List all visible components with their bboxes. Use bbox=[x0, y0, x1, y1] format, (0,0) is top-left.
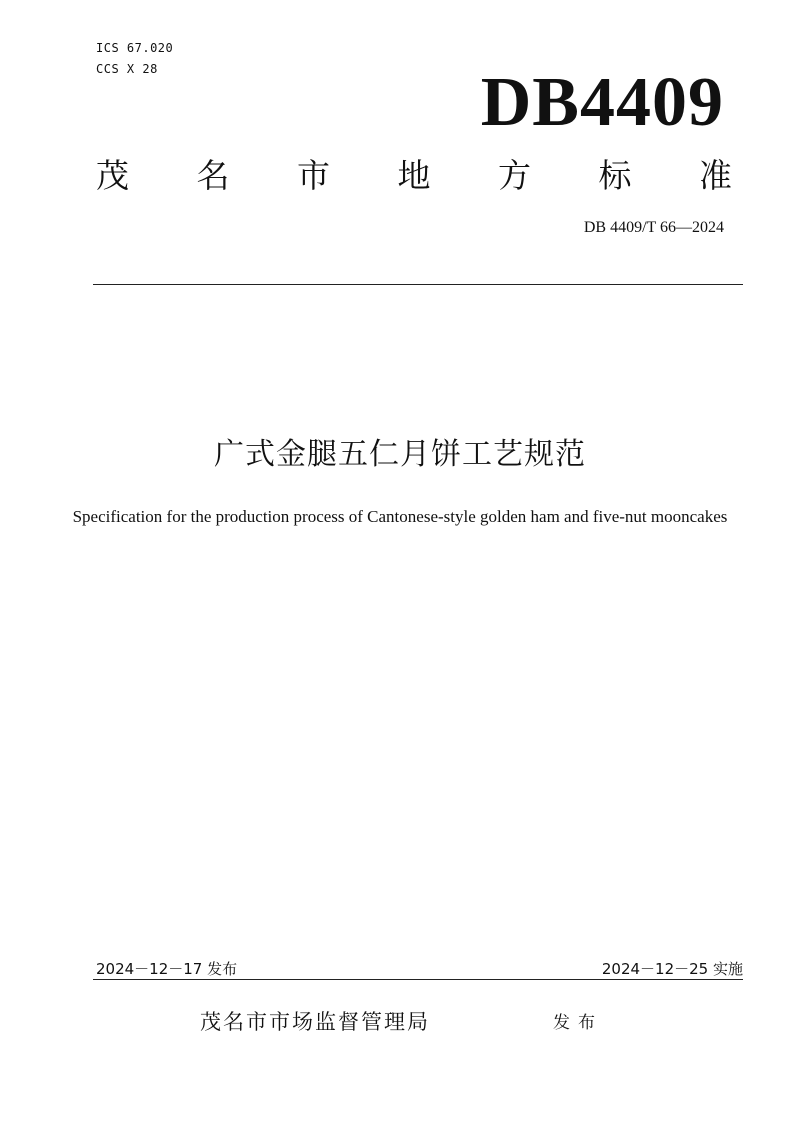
bottom-divider bbox=[93, 979, 743, 980]
standard-type-char: 方 bbox=[498, 156, 531, 195]
issuing-authority: 茂名市市场监督管理局 bbox=[200, 1010, 430, 1034]
issue-date: 2024－12－17 发布 bbox=[96, 960, 238, 978]
implementation-date: 2024－12－25 实施 bbox=[601, 960, 743, 978]
standard-type-char: 准 bbox=[699, 156, 732, 195]
standard-type-char: 地 bbox=[397, 156, 431, 195]
db-code-logo: DB4409 bbox=[480, 64, 724, 141]
issue-verb: 发布 bbox=[553, 1013, 603, 1033]
standard-type-char: 茂 bbox=[96, 156, 129, 195]
standard-type-char: 市 bbox=[297, 156, 330, 195]
standard-type-char: 标 bbox=[598, 156, 632, 195]
standard-type-heading bbox=[96, 152, 732, 200]
top-divider bbox=[93, 284, 743, 285]
title-chinese: 广式金腿五仁月饼工艺规范 bbox=[214, 437, 586, 472]
title-english: Specification for the production process of Cantonese-style golden ham and five-nut mooncakes bbox=[72, 507, 728, 526]
ics-code: ICS 67.020 bbox=[96, 41, 174, 55]
standard-number: DB 4409/T 66—2024 bbox=[583, 219, 724, 236]
standard-type-char: 名 bbox=[196, 156, 230, 195]
ccs-code: CCS X 28 bbox=[96, 62, 158, 76]
